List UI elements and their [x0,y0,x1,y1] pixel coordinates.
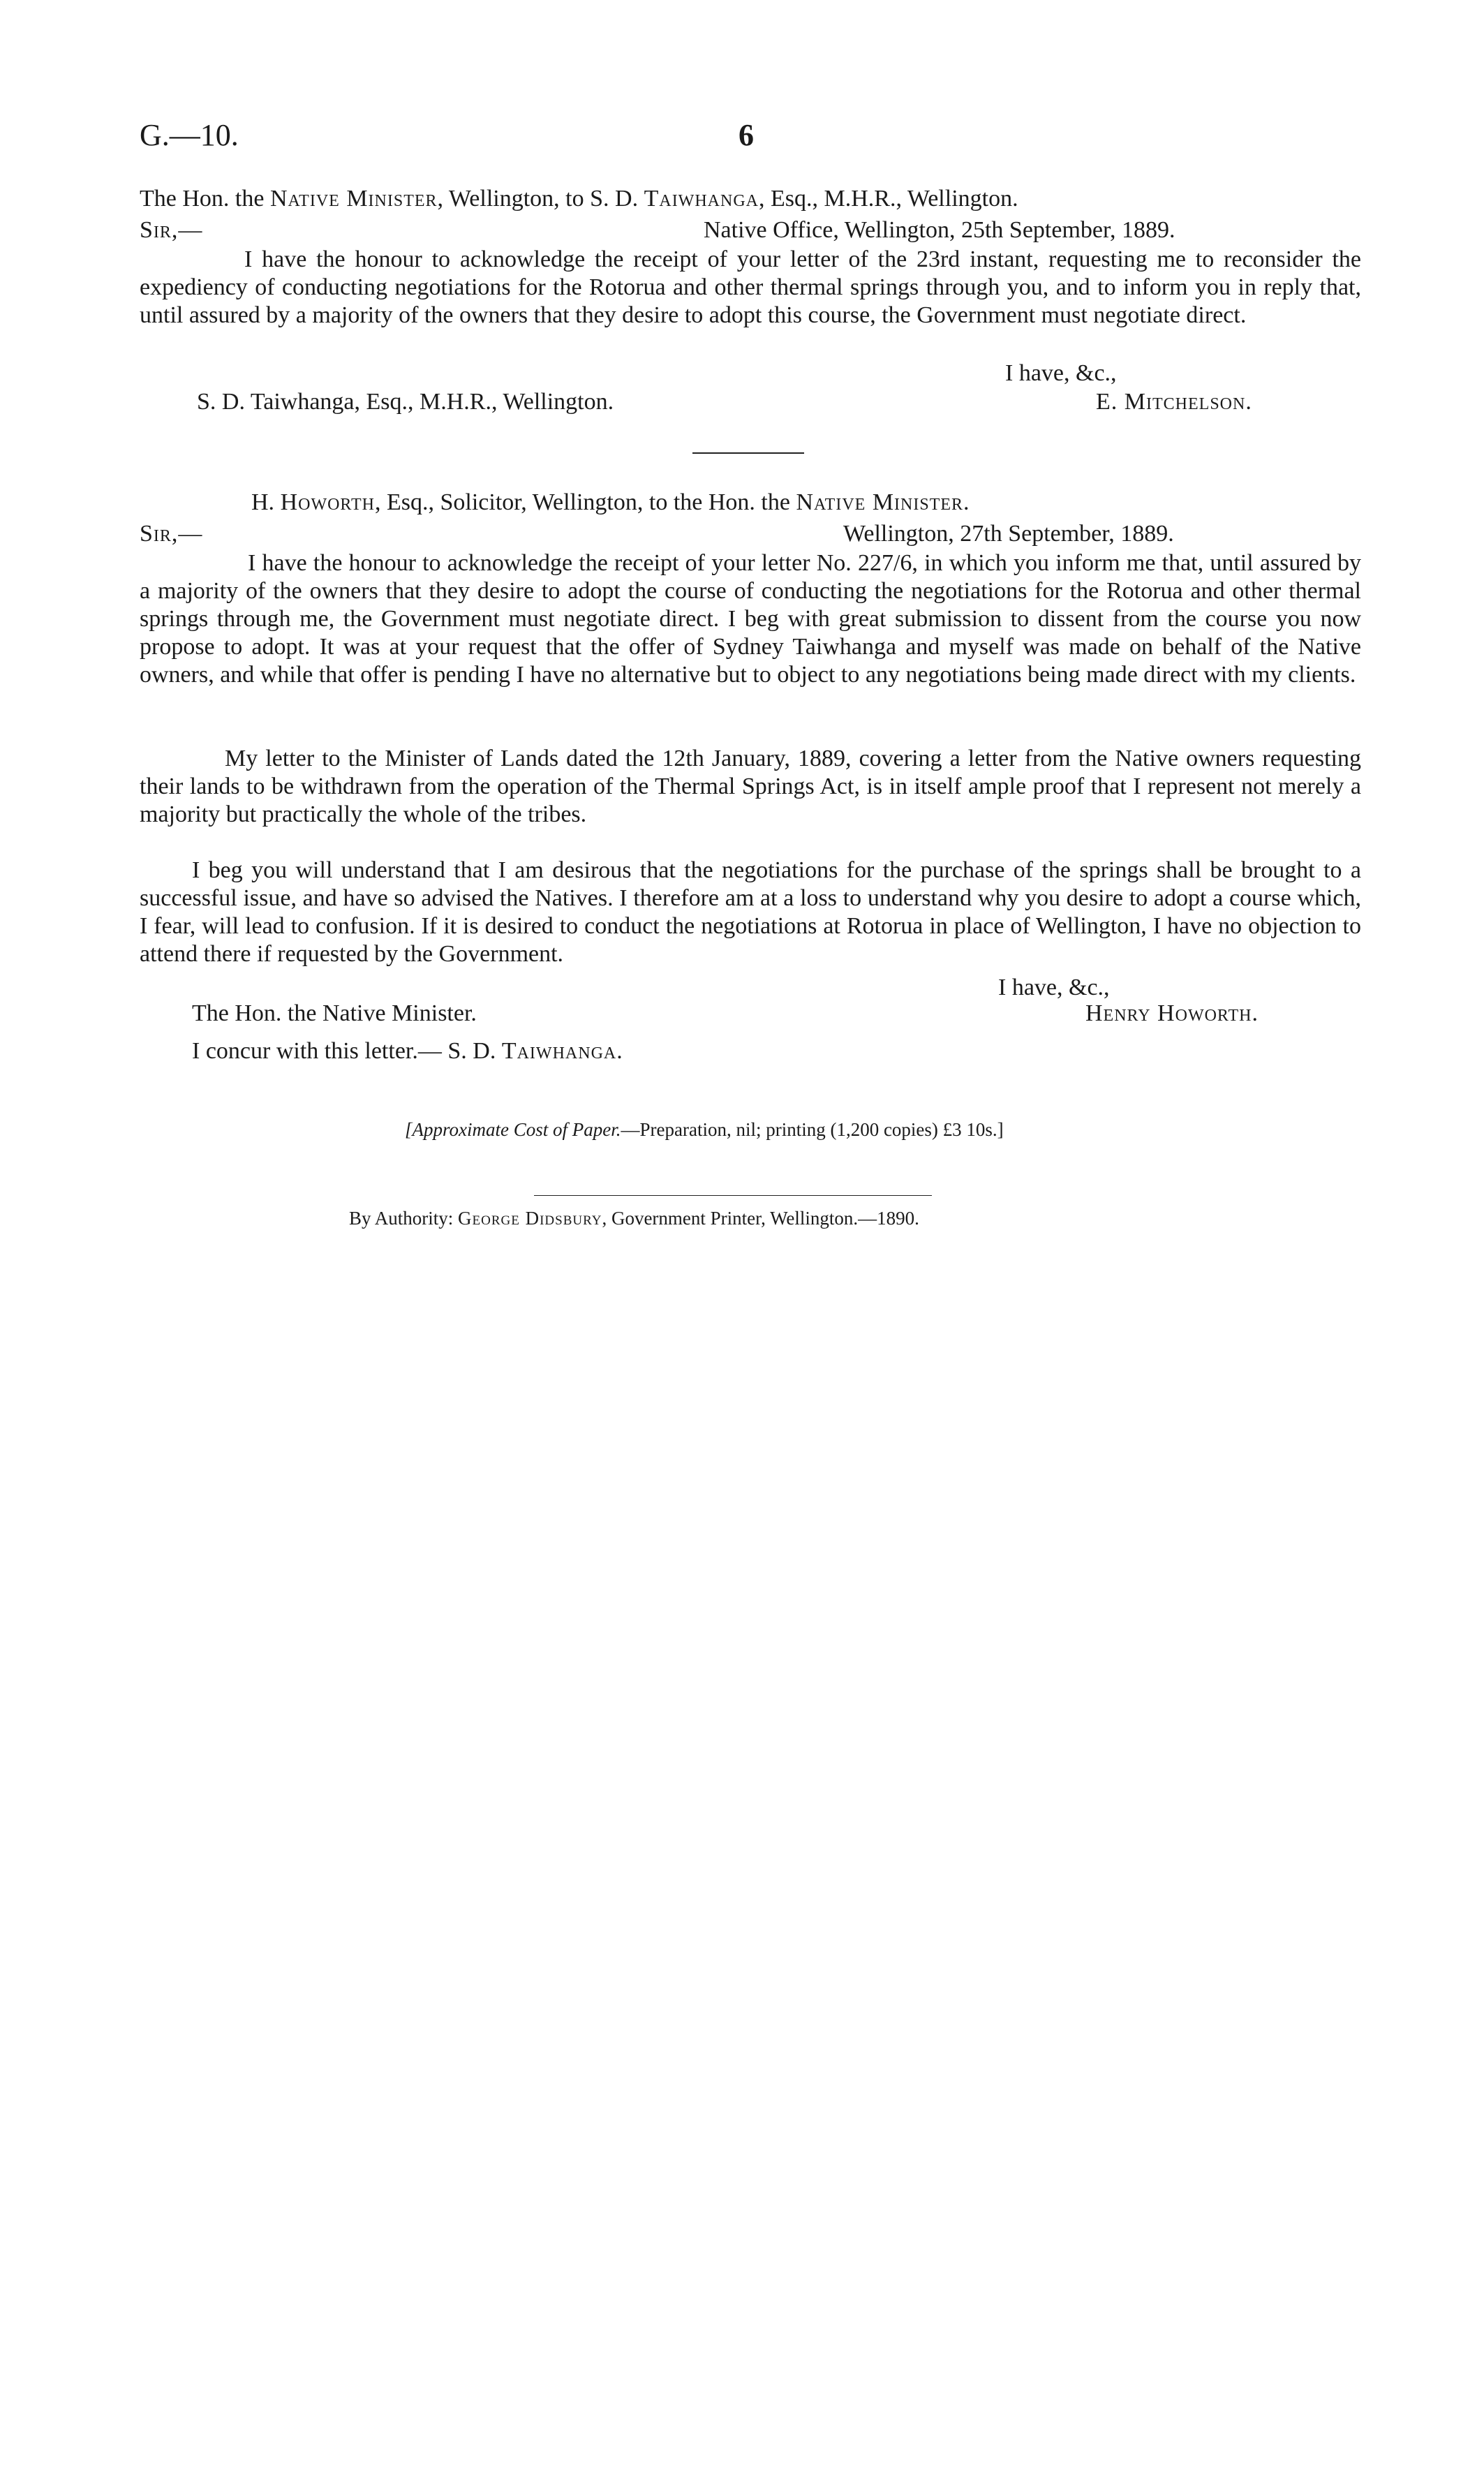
cost-of-paper-note: [Approximate Cost of Paper.—Preparation, nil; printing (1,200 copies) £3 10s.] [405,1119,1004,1140]
page-number: 6 [739,118,754,152]
separator-rule [692,452,804,454]
document-reference: G.—10. [140,118,239,152]
letter1-dateline: Native Office, Wellington, 25th September, 1889. [704,217,1175,243]
printer-imprint: By Authority: George Didsbury, Government Printer, Wellington.—1890. [349,1208,919,1229]
letter2-addressee: The Hon. the Native Minister. [192,1000,477,1026]
letter2-paragraph-3: I beg you will understand that I am desirous that the negotiations for the purchase of the springs shall be brought to a successful issue, and have so advised the Natives. I therefore am at a loss to understand why you desire to adopt a course which, I fear, will lead to confusion. If it is desired to conduct the negotiations at Rotorua in place of Wellington, I have no objection to attend there if requested by the Government. [140,857,1361,967]
letter1-recipient: Taiwhanga [644,186,759,212]
letter2-dateline: Wellington, 27th September, 1889. [843,521,1174,547]
letter2-sender: Howorth [280,489,375,515]
letter2-concurrence: I concur with this letter.— S. D. Taiwhanga. [192,1038,623,1064]
letter2-closing: I have, &c., [998,975,1110,1000]
letter2-signature: Henry Howorth. [1085,1000,1259,1026]
letter1-signature: E. Mitchelson. [1096,389,1252,415]
letter1-sender: Native Minister [269,186,438,212]
letter1-salutation: Sir,— [140,217,203,243]
letter2-heading: H. Howorth, Esq., Solicitor, Wellington, to the Hon. the Native Minister. [251,489,970,515]
letter2-paragraph-1: I have the honour to acknowledge the receipt of your letter No. 227/6, in which you inform me that, until assured by a majority of the owners that they desire to adopt the course of conducting the negotiations for the Rotorua and other thermal springs through me, the Government must negotiate direct. I beg with great submission to dissent from the course you now propose to adopt. It was at your request that the offer of Sydney Taiwhanga and myself was made on behalf of the Native owners, and while that offer is pending I have no alternative but to object to any negotiations being made direct with my clients. [140,550,1361,688]
footer-rule [534,1195,932,1196]
letter2-salutation: Sir,— [140,521,203,547]
letter1-addressee: S. D. Taiwhanga, Esq., M.H.R., Wellington. [197,389,614,415]
letter1-heading: The Hon. the Native Minister, Wellington, to S. D. Taiwhanga, Esq., M.H.R., Wellington. [140,186,1018,212]
letter2-recipient: Native Minister [796,489,964,515]
letter1-body: I have the honour to acknowledge the receipt of your letter of the 23rd instant, requesting me to reconsider the expediency of conducting negotiations for the Rotorua and other thermal springs through you, and to inform you in reply that, until assured by a majority of the owners that they desire to adopt this course, the Government must negotiate direct. [140,246,1361,328]
letter1-closing: I have, &c., [1005,360,1117,386]
letter2-paragraph-2: My letter to the Minister of Lands dated the 12th January, 1889, covering a letter from the Native owners requesting their lands to be withdrawn from the operation of the Thermal Springs Act, is in itself ample proof that I represent not merely a majority but practically the whole of the tribes. [140,746,1361,827]
